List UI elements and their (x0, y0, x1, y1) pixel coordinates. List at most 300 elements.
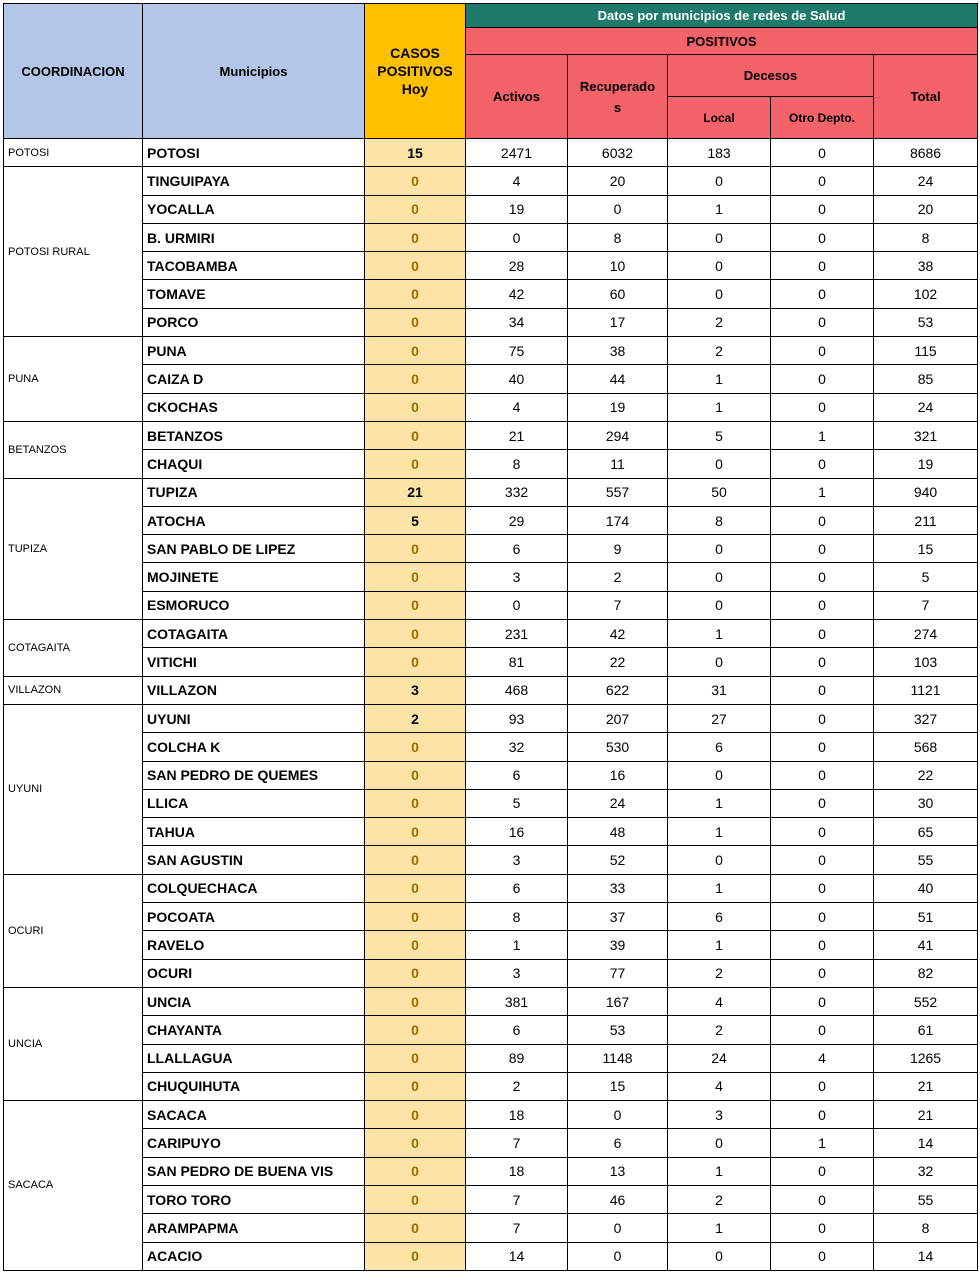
municipio-cell: POTOSI (143, 139, 365, 167)
table-row (4, 506, 978, 534)
recuperados-cell: 44 (568, 365, 668, 393)
decesos-local-cell: 24 (668, 1044, 771, 1072)
activos-cell: 89 (466, 1044, 568, 1072)
recuperados-cell: 174 (568, 506, 668, 534)
table-row (4, 931, 978, 959)
activos-cell: 14 (466, 1242, 568, 1270)
decesos-local-cell: 1 (668, 874, 771, 902)
activos-cell: 6 (466, 1016, 568, 1044)
recuperados-cell: 8 (568, 223, 668, 251)
municipio-cell: PUNA (143, 337, 365, 365)
municipio-cell: SAN PEDRO DE BUENA VIS (143, 1157, 365, 1185)
table-row (4, 1101, 978, 1129)
activos-cell: 381 (466, 987, 568, 1015)
activos-cell: 29 (466, 506, 568, 534)
decesos-local-cell: 31 (668, 676, 771, 704)
municipio-cell: CHAQUI (143, 450, 365, 478)
recuperados-cell: 207 (568, 704, 668, 732)
recuperados-cell: 2 (568, 563, 668, 591)
recuperados-cell: 10 (568, 252, 668, 280)
total-cell: 102 (874, 280, 978, 308)
municipio-cell: VILLAZON (143, 676, 365, 704)
decesos-otro-cell: 0 (771, 648, 874, 676)
recuperados-cell: 19 (568, 393, 668, 421)
decesos-otro-cell: 0 (771, 167, 874, 195)
municipio-cell: TORO TORO (143, 1185, 365, 1213)
recuperados-cell: 6032 (568, 139, 668, 167)
total-cell: 41 (874, 931, 978, 959)
decesos-otro-cell: 0 (771, 139, 874, 167)
municipio-cell: MOJINETE (143, 563, 365, 591)
decesos-local-cell: 4 (668, 1072, 771, 1100)
total-cell: 22 (874, 761, 978, 789)
decesos-local-cell: 1 (668, 365, 771, 393)
recuperados-cell: 46 (568, 1185, 668, 1213)
decesos-otro-cell: 4 (771, 1044, 874, 1072)
activos-cell: 6 (466, 874, 568, 902)
decesos-otro-cell: 0 (771, 393, 874, 421)
decesos-local-cell: 0 (668, 761, 771, 789)
municipio-cell: COLQUECHACA (143, 874, 365, 902)
recuperados-cell: 167 (568, 987, 668, 1015)
municipio-cell: CAIZA D (143, 365, 365, 393)
casos-hoy-cell: 21 (365, 478, 466, 506)
municipio-cell: CHAYANTA (143, 1016, 365, 1044)
activos-cell: 6 (466, 535, 568, 563)
local-header: Local (668, 97, 771, 139)
municipio-cell: SAN PABLO DE LIPEZ (143, 535, 365, 563)
activos-cell: 2471 (466, 139, 568, 167)
decesos-local-cell: 6 (668, 733, 771, 761)
decesos-otro-cell: 1 (771, 421, 874, 449)
casos-hoy-header (365, 4, 466, 139)
municipio-cell: BETANZOS (143, 421, 365, 449)
decesos-local-cell: 1 (668, 789, 771, 817)
casos-hoy-line-3: Hoy (401, 81, 429, 97)
casos-hoy-cell: 0 (365, 421, 466, 449)
recuperados-cell: 20 (568, 167, 668, 195)
total-cell: 8 (874, 223, 978, 251)
casos-hoy-line-2: POSITIVOS (377, 63, 453, 79)
decesos-local-cell: 0 (668, 167, 771, 195)
casos-hoy-cell: 0 (365, 223, 466, 251)
decesos-local-cell: 0 (668, 450, 771, 478)
total-cell: 115 (874, 337, 978, 365)
recuperados-cell: 530 (568, 733, 668, 761)
municipio-cell: ARAMPAPMA (143, 1214, 365, 1242)
recuperados-cell: 1148 (568, 1044, 668, 1072)
table-row (4, 1214, 978, 1242)
casos-hoy-cell: 3 (365, 676, 466, 704)
recuperados-cell: 0 (568, 1214, 668, 1242)
activos-cell: 0 (466, 591, 568, 619)
decesos-local-cell: 2 (668, 308, 771, 336)
coordinacion-cell: VILLAZON (4, 676, 143, 704)
municipio-cell: TAHUA (143, 818, 365, 846)
municipio-cell: CKOCHAS (143, 393, 365, 421)
activos-cell: 4 (466, 393, 568, 421)
table-row (4, 535, 978, 563)
recuperados-cell: 60 (568, 280, 668, 308)
activos-cell: 42 (466, 280, 568, 308)
casos-hoy-cell: 0 (365, 1185, 466, 1213)
table-header (4, 4, 978, 139)
municipio-cell: OCURI (143, 959, 365, 987)
casos-hoy-cell: 15 (365, 139, 466, 167)
total-cell: 30 (874, 789, 978, 817)
municipio-cell: UYUNI (143, 704, 365, 732)
recuperados-cell: 7 (568, 591, 668, 619)
decesos-otro-cell: 0 (771, 450, 874, 478)
casos-hoy-cell: 2 (365, 704, 466, 732)
casos-hoy-cell: 0 (365, 931, 466, 959)
decesos-local-cell: 50 (668, 478, 771, 506)
total-cell: 552 (874, 987, 978, 1015)
total-cell: 5 (874, 563, 978, 591)
table-row (4, 648, 978, 676)
municipio-cell: COLCHA K (143, 733, 365, 761)
decesos-local-cell: 0 (668, 648, 771, 676)
municipio-cell: ACACIO (143, 1242, 365, 1270)
total-cell: 14 (874, 1129, 978, 1157)
decesos-local-cell: 0 (668, 1242, 771, 1270)
decesos-otro-cell: 0 (771, 535, 874, 563)
recuperados-cell: 53 (568, 1016, 668, 1044)
decesos-local-cell: 1 (668, 1157, 771, 1185)
municipio-cell: LLICA (143, 789, 365, 817)
decesos-local-cell: 0 (668, 846, 771, 874)
decesos-otro-cell: 0 (771, 676, 874, 704)
total-cell: 7 (874, 591, 978, 619)
table-row (4, 761, 978, 789)
casos-hoy-cell: 5 (365, 506, 466, 534)
activos-cell: 332 (466, 478, 568, 506)
casos-hoy-cell: 0 (365, 1044, 466, 1072)
decesos-otro-cell: 0 (771, 733, 874, 761)
casos-hoy-cell: 0 (365, 987, 466, 1015)
total-cell: 15 (874, 535, 978, 563)
recuperados-cell: 42 (568, 620, 668, 648)
activos-cell: 40 (466, 365, 568, 393)
decesos-otro-cell: 0 (771, 337, 874, 365)
decesos-otro-cell: 0 (771, 506, 874, 534)
recuperados-cell: 0 (568, 1242, 668, 1270)
decesos-local-cell: 6 (668, 903, 771, 931)
table-body (4, 139, 978, 1271)
activos-cell: 3 (466, 563, 568, 591)
table-row (4, 733, 978, 761)
decesos-otro-cell: 0 (771, 903, 874, 931)
decesos-otro-cell: 0 (771, 1214, 874, 1242)
total-cell: 32 (874, 1157, 978, 1185)
casos-hoy-cell: 0 (365, 1101, 466, 1129)
decesos-local-cell: 1 (668, 195, 771, 223)
total-cell: 24 (874, 167, 978, 195)
covid-municipal-table (3, 3, 978, 1271)
decesos-otro-cell: 1 (771, 478, 874, 506)
casos-hoy-cell: 0 (365, 874, 466, 902)
total-cell: 38 (874, 252, 978, 280)
recuperados-cell: 48 (568, 818, 668, 846)
recuperados-line-1: Recuperado (579, 78, 656, 94)
table-row (4, 1044, 978, 1072)
casos-hoy-cell: 0 (365, 959, 466, 987)
table-row (4, 846, 978, 874)
activos-cell: 34 (466, 308, 568, 336)
decesos-local-cell: 0 (668, 591, 771, 619)
municipio-cell: SAN PEDRO DE QUEMES (143, 761, 365, 789)
recuperados-cell: 33 (568, 874, 668, 902)
decesos-otro-cell: 0 (771, 591, 874, 619)
total-cell: 82 (874, 959, 978, 987)
decesos-otro-cell: 0 (771, 846, 874, 874)
total-cell: 65 (874, 818, 978, 846)
table-row (4, 1016, 978, 1044)
municipio-cell: SAN AGUSTIN (143, 846, 365, 874)
decesos-otro-cell: 0 (771, 704, 874, 732)
activos-cell: 19 (466, 195, 568, 223)
recuperados-line-2: s (613, 99, 622, 115)
activos-cell: 7 (466, 1214, 568, 1242)
recuperados-cell: 0 (568, 1101, 668, 1129)
recuperados-cell: 11 (568, 450, 668, 478)
decesos-header: Decesos (668, 55, 874, 97)
casos-hoy-cell: 0 (365, 252, 466, 280)
activos-cell: 8 (466, 903, 568, 931)
decesos-otro-cell: 0 (771, 563, 874, 591)
decesos-otro-cell: 0 (771, 620, 874, 648)
total-cell: 21 (874, 1101, 978, 1129)
activos-cell: 5 (466, 789, 568, 817)
municipio-cell: YOCALLA (143, 195, 365, 223)
decesos-otro-cell: 0 (771, 931, 874, 959)
recuperados-cell: 622 (568, 676, 668, 704)
activos-cell: 28 (466, 252, 568, 280)
decesos-local-cell: 183 (668, 139, 771, 167)
decesos-otro-cell: 0 (771, 959, 874, 987)
total-cell: 55 (874, 846, 978, 874)
casos-hoy-cell: 0 (365, 393, 466, 421)
table-row (4, 223, 978, 251)
table-row (4, 393, 978, 421)
total-cell: 19 (874, 450, 978, 478)
decesos-local-cell: 8 (668, 506, 771, 534)
municipio-cell: UNCIA (143, 987, 365, 1015)
total-cell: 274 (874, 620, 978, 648)
table-row (4, 308, 978, 336)
decesos-otro-cell: 0 (771, 1242, 874, 1270)
recuperados-cell: 39 (568, 931, 668, 959)
decesos-local-cell: 0 (668, 1129, 771, 1157)
coordinacion-cell: PUNA (4, 337, 143, 422)
decesos-local-cell: 2 (668, 959, 771, 987)
casos-hoy-cell: 0 (365, 761, 466, 789)
casos-hoy-cell: 0 (365, 1242, 466, 1270)
otro-depto-header: Otro Depto. (771, 97, 874, 139)
recuperados-cell: 294 (568, 421, 668, 449)
decesos-local-cell: 2 (668, 1185, 771, 1213)
decesos-local-cell: 1 (668, 393, 771, 421)
decesos-local-cell: 1 (668, 931, 771, 959)
recuperados-cell: 9 (568, 535, 668, 563)
table-row (4, 167, 978, 195)
decesos-otro-cell: 0 (771, 252, 874, 280)
table-row (4, 1072, 978, 1100)
coordinacion-header: COORDINACION (4, 4, 143, 139)
table-row (4, 421, 978, 449)
total-cell: 211 (874, 506, 978, 534)
table-row (4, 195, 978, 223)
total-cell: 940 (874, 478, 978, 506)
table-row (4, 139, 978, 167)
total-cell: 24 (874, 393, 978, 421)
casos-hoy-cell: 0 (365, 620, 466, 648)
municipio-cell: CARIPUYO (143, 1129, 365, 1157)
recuperados-cell: 24 (568, 789, 668, 817)
table-row (4, 365, 978, 393)
decesos-local-cell: 0 (668, 535, 771, 563)
decesos-otro-cell: 0 (771, 1185, 874, 1213)
decesos-local-cell: 27 (668, 704, 771, 732)
table-row (4, 818, 978, 846)
municipio-cell: ESMORUCO (143, 591, 365, 619)
recuperados-cell: 17 (568, 308, 668, 336)
municipio-cell: B. URMIRI (143, 223, 365, 251)
casos-hoy-cell: 0 (365, 308, 466, 336)
table-row (4, 620, 978, 648)
decesos-local-cell: 2 (668, 1016, 771, 1044)
table-row (4, 1157, 978, 1185)
decesos-local-cell: 0 (668, 252, 771, 280)
casos-hoy-cell: 0 (365, 337, 466, 365)
municipio-cell: VITICHI (143, 648, 365, 676)
table-row (4, 987, 978, 1015)
municipio-cell: PORCO (143, 308, 365, 336)
total-cell: 1265 (874, 1044, 978, 1072)
decesos-otro-cell: 0 (771, 874, 874, 902)
table-row (4, 704, 978, 732)
activos-cell: 6 (466, 761, 568, 789)
decesos-otro-cell: 1 (771, 1129, 874, 1157)
casos-hoy-cell: 0 (365, 1214, 466, 1242)
decesos-otro-cell: 0 (771, 761, 874, 789)
recuperados-cell: 0 (568, 195, 668, 223)
decesos-local-cell: 5 (668, 421, 771, 449)
decesos-local-cell: 1 (668, 1214, 771, 1242)
table-row (4, 563, 978, 591)
total-cell: 20 (874, 195, 978, 223)
coordinacion-cell: UYUNI (4, 704, 143, 874)
activos-cell: 231 (466, 620, 568, 648)
table-row (4, 789, 978, 817)
recuperados-cell: 557 (568, 478, 668, 506)
recuperados-cell: 13 (568, 1157, 668, 1185)
activos-cell: 2 (466, 1072, 568, 1100)
table-row (4, 478, 978, 506)
casos-hoy-cell: 0 (365, 591, 466, 619)
table-row (4, 252, 978, 280)
municipio-cell: COTAGAITA (143, 620, 365, 648)
coordinacion-cell: OCURI (4, 874, 143, 987)
activos-cell: 0 (466, 223, 568, 251)
decesos-otro-cell: 0 (771, 1072, 874, 1100)
total-cell: 14 (874, 1242, 978, 1270)
decesos-otro-cell: 0 (771, 280, 874, 308)
activos-cell: 81 (466, 648, 568, 676)
table-row (4, 874, 978, 902)
total-cell: 51 (874, 903, 978, 931)
activos-cell: 18 (466, 1157, 568, 1185)
decesos-otro-cell: 0 (771, 1157, 874, 1185)
coordinacion-cell: POTOSI (4, 139, 143, 167)
decesos-otro-cell: 0 (771, 223, 874, 251)
total-header: Total (874, 55, 978, 139)
activos-cell: 1 (466, 931, 568, 959)
table-row (4, 903, 978, 931)
activos-cell: 21 (466, 421, 568, 449)
decesos-otro-cell: 0 (771, 365, 874, 393)
municipio-cell: CHUQUIHUTA (143, 1072, 365, 1100)
recuperados-cell: 16 (568, 761, 668, 789)
datos-header: Datos por municipios de redes de Salud (466, 4, 978, 28)
activos-cell: 4 (466, 167, 568, 195)
decesos-otro-cell: 0 (771, 308, 874, 336)
recuperados-cell: 77 (568, 959, 668, 987)
casos-hoy-cell: 0 (365, 648, 466, 676)
municipio-cell: TOMAVE (143, 280, 365, 308)
decesos-otro-cell: 0 (771, 1101, 874, 1129)
recuperados-cell: 37 (568, 903, 668, 931)
total-cell: 8 (874, 1214, 978, 1242)
casos-hoy-cell: 0 (365, 733, 466, 761)
casos-hoy-cell: 0 (365, 903, 466, 931)
casos-hoy-cell: 0 (365, 450, 466, 478)
table-row (4, 280, 978, 308)
total-cell: 21 (874, 1072, 978, 1100)
total-cell: 103 (874, 648, 978, 676)
activos-cell: 3 (466, 959, 568, 987)
table-row (4, 676, 978, 704)
decesos-local-cell: 0 (668, 563, 771, 591)
table-row (4, 1242, 978, 1270)
activos-header: Activos (466, 55, 568, 139)
activos-cell: 7 (466, 1185, 568, 1213)
coordinacion-cell: POTOSI RURAL (4, 167, 143, 337)
recuperados-cell: 15 (568, 1072, 668, 1100)
casos-hoy-cell: 0 (365, 563, 466, 591)
decesos-local-cell: 3 (668, 1101, 771, 1129)
decesos-otro-cell: 0 (771, 818, 874, 846)
positivos-header: POSITIVOS (466, 28, 978, 55)
decesos-otro-cell: 0 (771, 195, 874, 223)
decesos-otro-cell: 0 (771, 987, 874, 1015)
municipio-cell: LLALLAGUA (143, 1044, 365, 1072)
casos-hoy-cell: 0 (365, 818, 466, 846)
coordinacion-cell: TUPIZA (4, 478, 143, 619)
decesos-local-cell: 2 (668, 337, 771, 365)
coordinacion-cell: COTAGAITA (4, 620, 143, 677)
casos-hoy-cell: 0 (365, 846, 466, 874)
decesos-otro-cell: 0 (771, 1016, 874, 1044)
decesos-local-cell: 1 (668, 620, 771, 648)
table-row (4, 591, 978, 619)
recuperados-cell: 38 (568, 337, 668, 365)
decesos-local-cell: 0 (668, 280, 771, 308)
municipio-cell: SACACA (143, 1101, 365, 1129)
decesos-local-cell: 1 (668, 818, 771, 846)
recuperados-cell: 22 (568, 648, 668, 676)
municipio-cell: POCOATA (143, 903, 365, 931)
